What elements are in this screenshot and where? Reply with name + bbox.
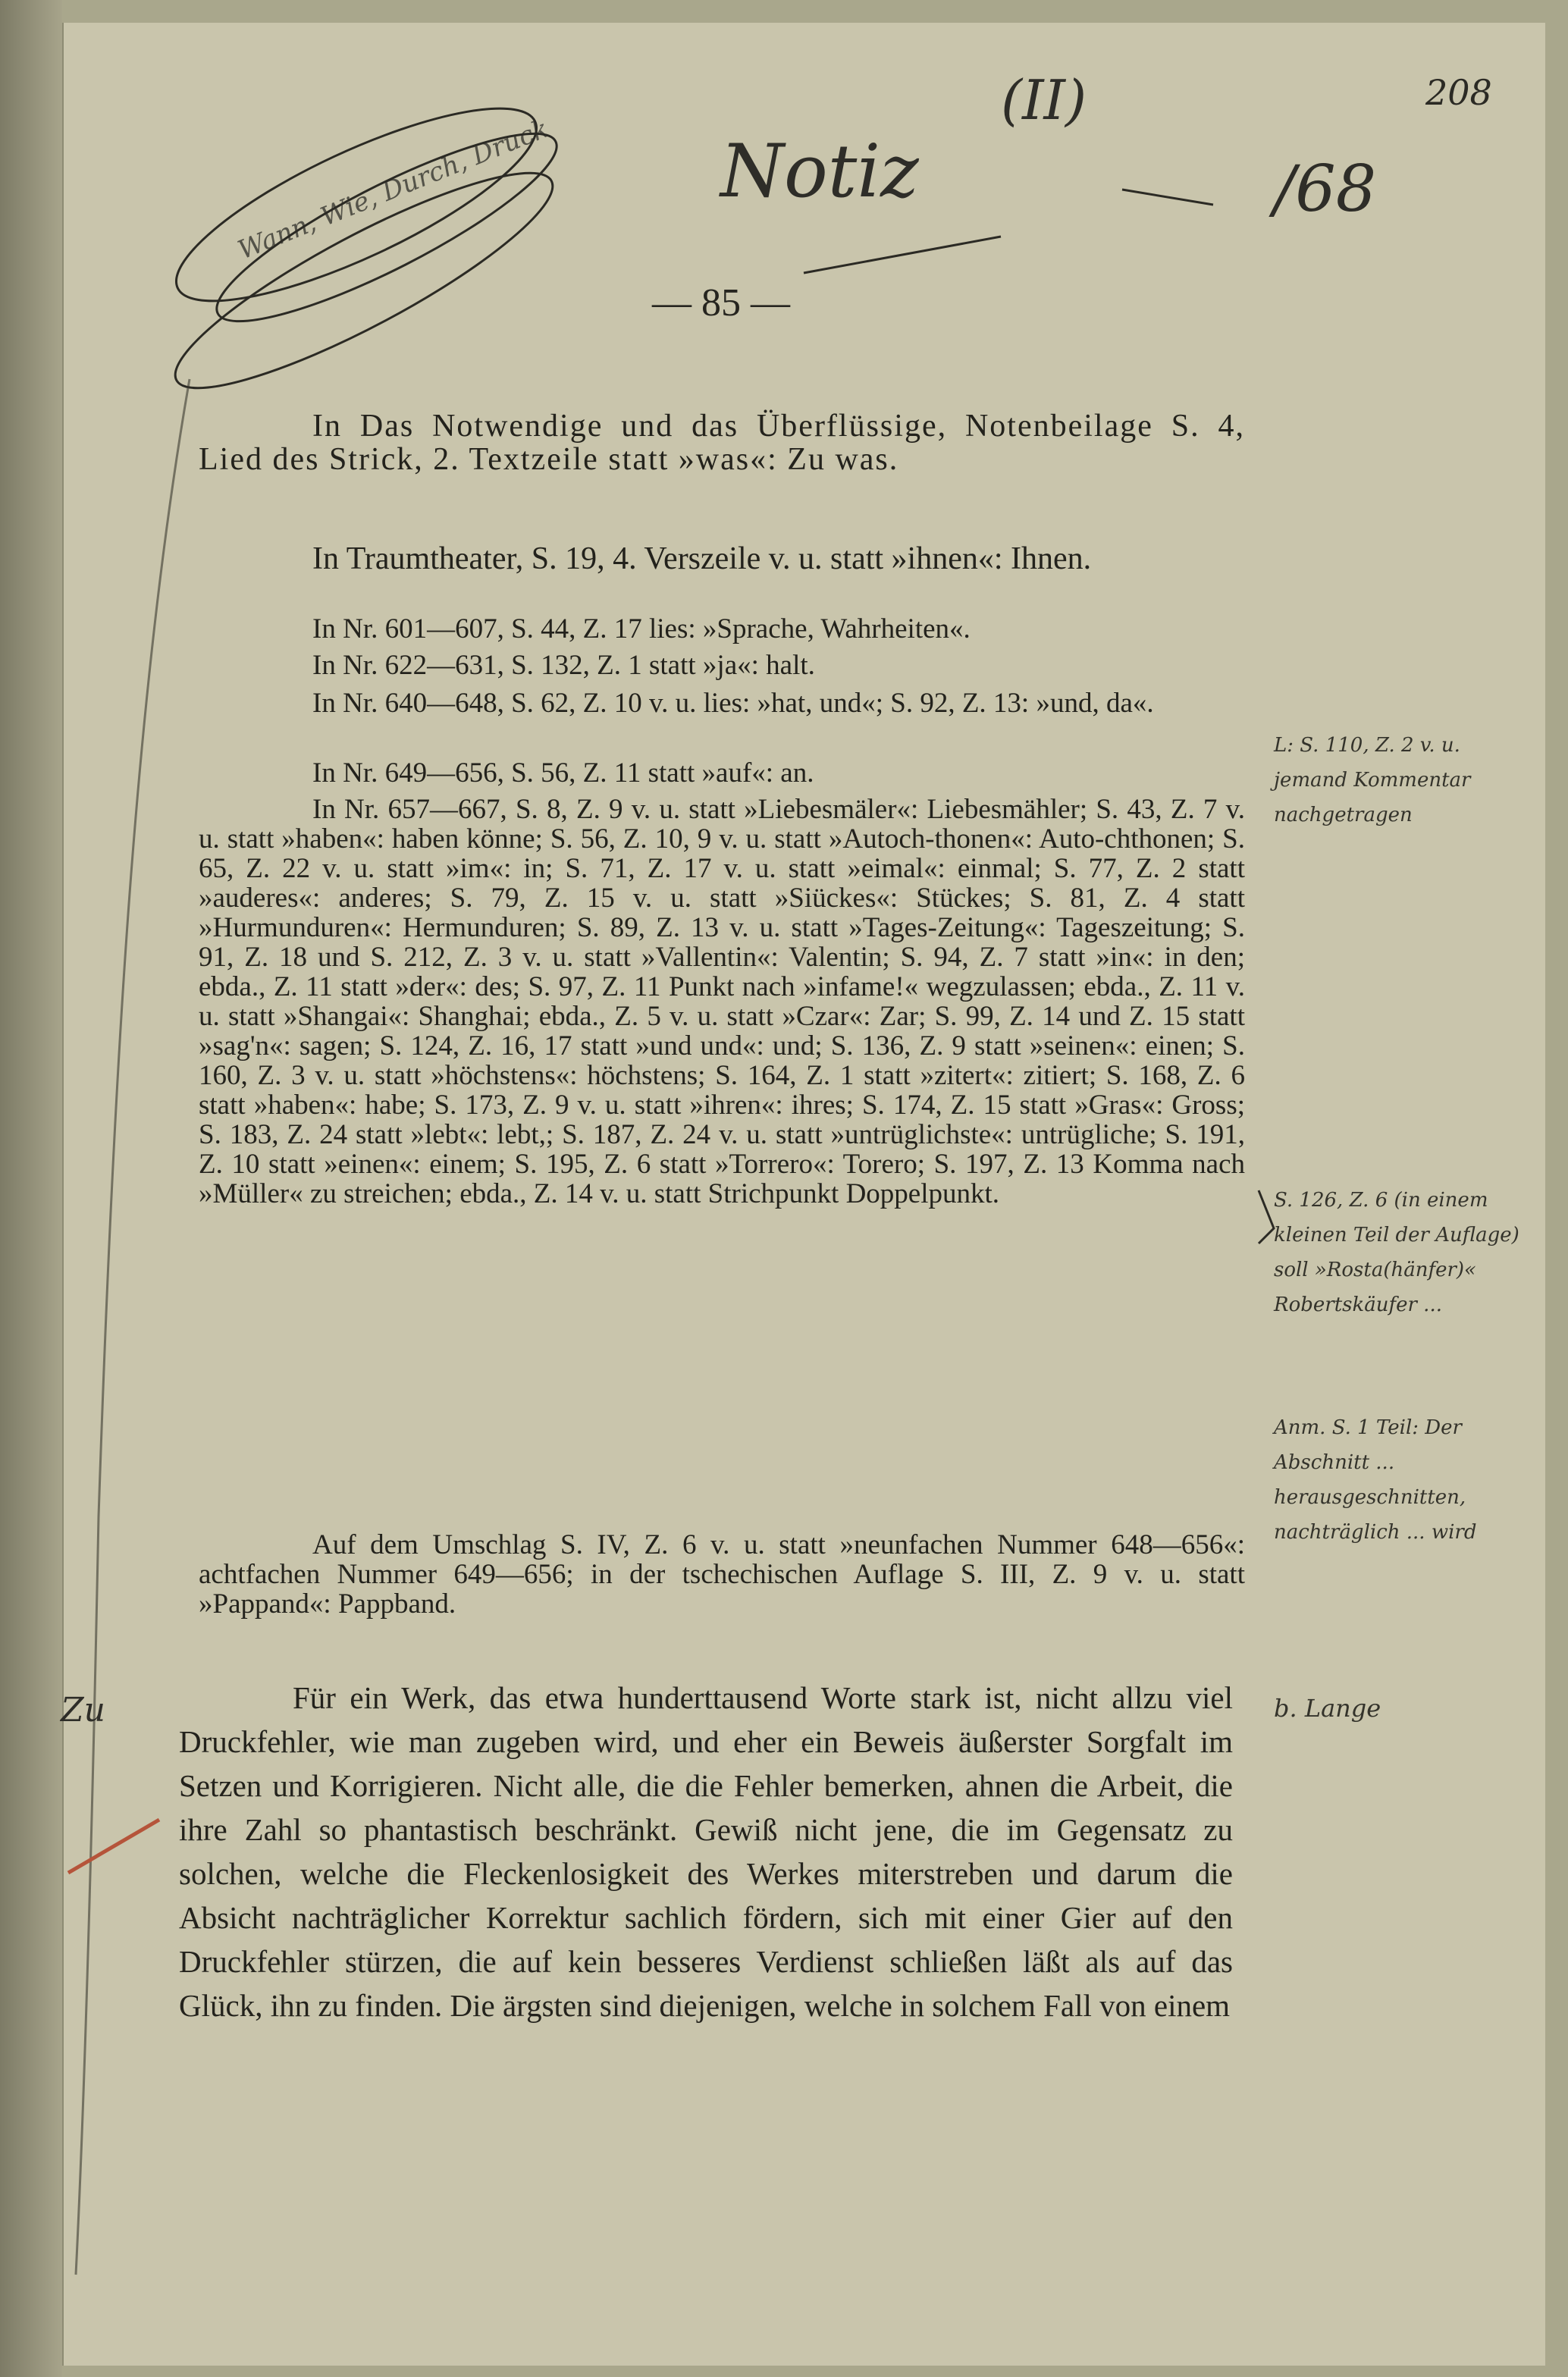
- paragraph-1: In Das Notwendige und das Überflüssige, Notenbeilage S. 4, Lied des Strick, 2. Textzeile statt »was«: Zu was.: [199, 409, 1245, 477]
- folio-number: 208: [1425, 72, 1492, 113]
- roman-numeral-note: (II): [1001, 68, 1087, 132]
- page-number: — 85 —: [652, 281, 790, 325]
- paragraph-3: In Nr. 601—607, S. 44, Z. 17 lies: »Sprache, Wahrheiten«.: [312, 613, 971, 644]
- paragraph-7: In Nr. 657—667, S. 8, Z. 9 v. u. statt »Liebesmäler«: Liebesmähler; S. 43, Z. 7 v. u. statt »haben«: haben könne; S. 56, Z. 10, 9 v. u. statt »Autoch-thonen«: Auto-chthonen; S. 65, Z. 22 v. u. statt »im«: in; S. 71, Z. 17 v. u. statt »eimal«: einmal; S. 77, Z. 2 statt »auderes«: anderes; S. 79, Z. 15 v. u. statt »Siückes«: Stückes; S. 81, Z. 4 statt »Hurmunduren«: Hermunduren; S. 89, Z. 13 v. u. statt »Tages-Zeitung«: Tageszeitung; S. 91, Z. 18 und S. 212, Z. 3 v. u. statt »Vallentin«: Valentin; S. 94, Z. 7 statt »in«: in den; ebda., Z. 11 statt »der«: des; S. 97, Z. 11 Punkt nach »infame!« wegzulassen; ebda., Z. 11 v. u. statt »Shangai«: Shanghai; ebda., Z. 5 v. u. statt »Czar«: Zar; S. 99, Z. 14 und Z. 15 statt »sag'n«: sagen; S. 124, Z. 16, 17 statt »und und«: und; S. 136, Z. 9 statt »seinen«: einen; S. 160, Z. 3 v. u. statt »höchstens«: höchstens; S. 164, Z. 1 statt »zitert«: zitiert; S. 168, Z. 6 statt »haben«: habe; S. 173, Z. 9 v. u. statt »ihren«: ihres; S. 174, Z. 15 statt »Gras«: Gross; S. 183, Z. 24 statt »lebt«: lebt,; S. 187, Z. 24 v. u. statt »untrüglichste«: untrügliche; S. 191, Z. 10 statt »einen«: einem; S. 195, Z. 6 statt »Torrero«: Torero; S. 197, Z. 13 Komma nach »Müller« zu streichen; ebda., Z. 14 v. u. statt Strichpunkt Doppelpunkt.: [199, 794, 1245, 1209]
- paragraph-2: In Traumtheater, S. 19, 4. Verszeile v. u. statt »ihnen«: Ihnen.: [312, 541, 1092, 576]
- paragraph-4: In Nr. 622—631, S. 132, Z. 1 statt »ja«: halt.: [312, 650, 815, 681]
- number-note: /68: [1274, 152, 1377, 226]
- margin-note-1: L: S. 110, Z. 2 v. u. jemand Kommentar nachgetragen: [1274, 734, 1471, 826]
- notiz-note: Notiz: [720, 129, 919, 214]
- scribble-note: Wann, Wie, Durch, Druck: [234, 113, 554, 266]
- margin-note-3: Anm. S. 1 Teil: Der Abschnitt ... herausgeschnitten, nachträglich ... wird: [1274, 1416, 1477, 1544]
- margin-note-2: S. 126, Z. 6 (in einem kleinen Teil der Auflage) soll »Rosta(hänfer)« Robertskäufer ...: [1274, 1189, 1519, 1316]
- paragraph-5: In Nr. 640—648, S. 62, Z. 10 v. u. lies: »hat, und«; S. 92, Z. 13: »und, da«.: [312, 688, 1154, 719]
- margin-note-4: b. Lange: [1274, 1694, 1381, 1723]
- paragraph-9: Für ein Werk, das etwa hunderttausend Worte stark ist, nicht allzu viel Druckfehler, wie man zugeben wird, und eher ein Beweis äußerster Sorgfalt im Setzen und Korrigieren. Nicht alle, die die Fehler bemerken, ahnen die Arbeit, die ihre Zahl so phantastisch beschränkt. Gewiß nicht jene, die im Gegensatz zu solchen, welche die Fleckenlosigkeit des Werkes miterstreben und darum die Absicht nachträglicher Korrektur sachlich fördern, sich mit einer Gier auf den Druckfehler stürzen, die auf kein besseres Verdienst schließen läßt als auf das Glück, ihn zu finden. Die ärgsten sind diejenigen, welche in solchem Fall von einem: [179, 1680, 1233, 2023]
- left-margin-mark: Zu: [61, 1691, 105, 1729]
- paragraph-8: Auf dem Umschlag S. IV, Z. 6 v. u. statt »neunfachen Nummer 648—656«: achtfachen Nummer 649—656; in der tschechischen Auflage S. III, Z. 9 v. u. statt »Pappand«: Pappband.: [199, 1529, 1245, 1620]
- paragraph-6: In Nr. 649—656, S. 56, Z. 11 statt »auf«: an.: [312, 757, 814, 789]
